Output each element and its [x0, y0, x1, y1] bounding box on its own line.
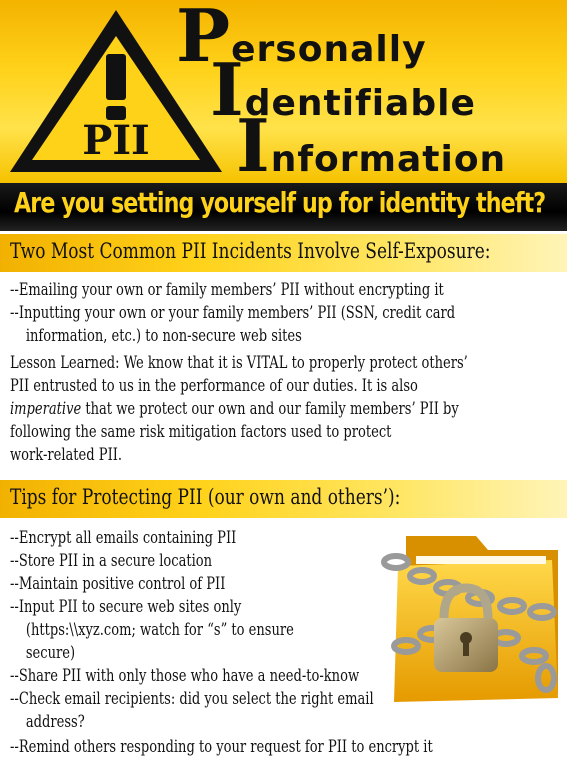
tip-item: --Remind others responding to your request for PII to encrypt it — [10, 737, 433, 756]
tip-item: --Check email recipients: did you select the right email — [10, 689, 374, 708]
tagline-banner — [0, 183, 567, 231]
tip-item-continued: address? — [25, 712, 85, 731]
tip-item: --Share PII with only those who have a need-to-know — [10, 666, 360, 685]
tip-item: --Store PII in a secure location — [10, 551, 213, 570]
tip-item: --Maintain positive control of PII — [10, 574, 226, 593]
locked-folder-icon — [376, 526, 562, 704]
pii-icon-label: PII — [82, 117, 150, 164]
incident-item-continued: information, etc.) to non-secure web sites — [25, 326, 302, 345]
title-line-personally: Personally — [176, 0, 427, 78]
title-line-identifiable: Identifiable — [210, 47, 476, 132]
incident-item: --Emailing your own or family members’ PII without encrypting it — [10, 280, 444, 299]
section-heading-incidents: Two Most Common PII Incidents Involve Self-Exposure: — [0, 234, 567, 272]
tagline-text: Are you setting yourself up for identity theft? — [14, 186, 546, 219]
section-heading-tips: Tips for Protecting PII (our own and others’): — [0, 480, 567, 518]
tip-item-continued: (https:\\xyz.com; watch for “s” to ensure — [25, 620, 294, 639]
tip-item-continued: secure) — [25, 643, 76, 662]
incident-item: --Inputting your own or your family members’ PII (SSN, credit card — [10, 303, 456, 322]
title-line-information: Information — [236, 103, 507, 183]
tip-item: --Input PII to secure web sites only — [10, 597, 242, 616]
tip-item: --Encrypt all emails containing PII — [10, 528, 237, 547]
lesson-learned-paragraph: Lesson Learned: We know that it is VITAL to properly protect others’ PII entrusted to us in the performance of our duties. It is also imperative that we protect our own and our family members’ PII by following the same risk mitigation factors used to protect work-related PII. — [10, 353, 468, 464]
header — [0, 0, 567, 183]
